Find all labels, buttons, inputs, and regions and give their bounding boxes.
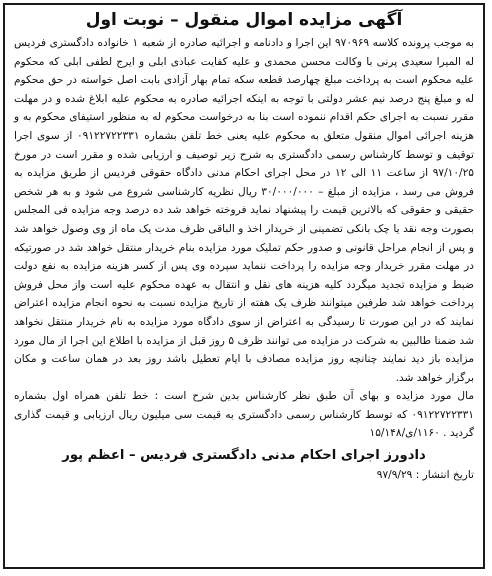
notice-paragraph-item: مال مورد مزایده و بهای آن طبق نظر کارشناس بدین شرح است : خط تلفن همراه اول بشماره ۰۹۱۲۲۷۲۲۳۳۱ که توسط کارشناس رسمی دادگستری به قیمت سی میلیون ریال ارزیابی و قیمت گذاری گردید . ۱۱۶۰/ی/۱۵/۱۴۸ [14, 390, 474, 440]
auction-notice [3, 3, 485, 569]
publish-date: تاریخ انتشار : ۹۷/۹/۲۹ [376, 469, 474, 482]
notice-title: آگهی مزایده اموال منقول – نوبت اول [85, 10, 403, 30]
notice-paragraph-main: به موجب پرونده کلاسه ۹۷۰۹۶۹ این اجرا و دادنامه و اجرائیه صادره از شعبه ۱ خانواده دادگستری فردیس له المیرا سعیدی پرنی با وکالت محسن محمدی و علیه کفایت عبادی ابلی و ایرج لطفی ابلی که محکوم علیه محکوم است به پرداخت مبلغ چهارصد قطعه سکه تمام بهار آزادی بابت اصل خواسته در حق محکوم له و مبلغ پنج درصد نیم عشر دولتی با توجه به اینکه اجرائیه صادره به محکوم علیه ابلاغ شده و در مهلت مقرر نسبت به اجرای حکم اقدام ننموده است بنا به درخواست محکوم له به منظور استیفای محکوم به و هزینه اجرائی اموال منقول متعلق به محکوم علیه یعنی خط تلفن بشماره ۰۹۱۲۲۷۲۲۳۳۱ از سوی اجرا توقیف و توسط کارشناس رسمی دادگستری به شرح زیر توصیف و ارزیابی شده و مقرر است در مورخ ۹۷/۱۰/۲۵ از ساعت ۱۱ الی ۱۲ در محل اجرای احکام مدنی دادگاه حقوقی فردیس از طریق مزایده به فروش می رسد ، مزایده از مبلغ – ۳۰/۰۰۰/۰۰۰ ریال نظریه کارشناسی شروع می شود و به هر شخص حقیقی و حقوقی که بالاترین قیمت را پیشنهاد نماید فروخته خواهد شد ده درصد وجه مزایده فی المجلس بصورت وجه نقد یا چک بانکی تضمینی از خریدار اخذ و الباقی ظرف مدت یک ماه از وی وصول خواهد شد و پس از انجام مراحل قانونی و صدور حکم تملیک مورد مزایده بنام خریدار منتقل خواهد شد در صورتیکه در مهلت مقرر خریدار وجه مزایده را پرداخت ننماید سپرده وی پس از کسر هزینه مزایده به نفع دولت ضبط و مزایده تجدید میگردد کلیه هزینه های نقل و انتقال به عهده محکوم علیه است واز محل فروش پرداخت خواهد شد طرفین میتوانند ظرف یک هفته از تاریخ مزایده نسبت به نحوه انجام مزایده اعتراض نمایند که در این صورت تا رسیدگی به اعتراض از سوی دادگاه مورد مزایده به نام خریدار منتقل نخواهد شد ضمنا طالبین به شرکت در مزایده می توانند ظرف ۵ روز قبل از مزایده با اطلاع این اجرا از مال مورد مزایده باز دید نمایند چنانچه روز مزایده مصادف با ایام تعطیل باشد روز بعد در همان ساعت و مکان برگزار خواهد شد. [14, 37, 475, 384]
signature-line: دادورز اجرای احکام مدنی دادگستری فردیس – اعظم پور [62, 448, 426, 464]
notice-body [14, 34, 474, 443]
